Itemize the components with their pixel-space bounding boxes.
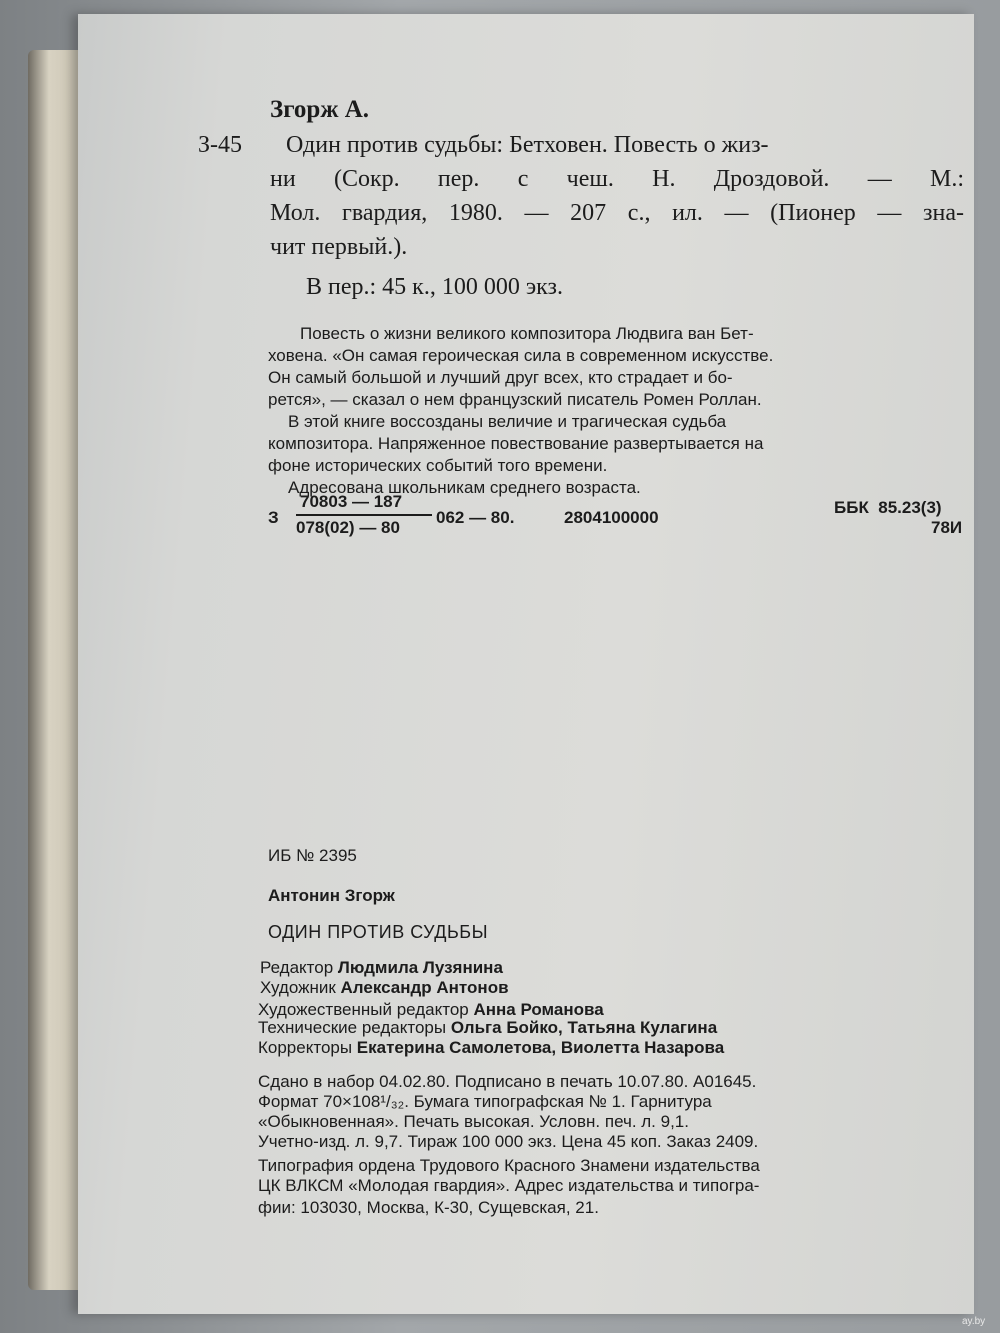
credit-art-editor <box>258 1000 604 1020</box>
credit-proofreaders-role: Корректоры <box>258 1038 357 1057</box>
imprint-ib-number: ИБ № 2395 <box>268 846 357 865</box>
imprint-author: Антонин Згорж <box>268 886 395 905</box>
annotation-line-7: фоне исторических событий того времени. <box>268 456 608 475</box>
credit-proofreaders <box>258 1038 724 1058</box>
code-fraction-bar <box>296 514 432 516</box>
annotation-line-3: Он самый большой и лучший друг всех, кто страдает и бо- <box>268 368 733 387</box>
annotation-line-8: Адресована школьникам среднего возраста. <box>288 478 641 497</box>
credit-art-editor-name: Анна Романова <box>473 1000 604 1019</box>
code-denominator: 078(02) — 80 <box>296 518 400 537</box>
production-line-1: Сдано в набор 04.02.80. Подписано в печать 10.07.80. А01645. <box>258 1072 757 1091</box>
code-number: 2804100000 <box>564 508 659 527</box>
printer-line-2: ЦК ВЛКСМ «Молодая гвардия». Адрес издательства и типогра- <box>258 1176 760 1195</box>
credit-art-editor-role: Художественный редактор <box>258 1000 474 1019</box>
production-line-3: «Обыкновенная». Печать высокая. Условн. печ. л. 9,1. <box>258 1112 689 1131</box>
production-line-2: Формат 70×108¹/₃₂. Бумага типографская № 1. Гарнитура <box>258 1092 712 1111</box>
credit-editor-role: Редактор <box>260 958 338 977</box>
card-line-4: чит первый.). <box>270 234 408 260</box>
code-bbk: ББК 85.23(3) <box>834 498 942 517</box>
credit-proofreaders-name: Екатерина Самолетова, Виолетта Назарова <box>356 1038 725 1057</box>
credit-tech-editors-role: Технические редакторы <box>258 1018 451 1037</box>
printer-line-3: фии: 103030, Москва, К-30, Сущевская, 21. <box>258 1198 599 1217</box>
code-suffix: 062 — 80. <box>436 508 515 527</box>
card-line-2: ни (Сокр. пер. с чеш. Н. Дроздовой. — М.: <box>270 166 964 192</box>
card-line-1 <box>286 132 964 159</box>
credit-editor-name: Людмила Лузянина <box>337 958 503 977</box>
code-numerator: 70803 — 187 <box>300 492 403 511</box>
watermark: ay.by <box>962 1316 986 1327</box>
card-index: З-45 <box>198 132 243 158</box>
imprint-title: ОДИН ПРОТИВ СУДЬБЫ <box>268 922 488 942</box>
annotation-line-2: ховена. «Он самая героическая сила в современном искусстве. <box>268 346 774 365</box>
credit-artist-name: Александр Антонов <box>340 978 509 997</box>
annotation-line-5: В этой книге воссозданы величие и трагическая судьба <box>288 412 727 431</box>
card-price-line: В пер.: 45 к., 100 000 экз. <box>306 274 563 300</box>
production-line-4: Учетно-изд. л. 9,7. Тираж 100 000 экз. Цена 45 коп. Заказ 2409. <box>258 1132 759 1151</box>
code-prefix: З <box>268 508 279 527</box>
card-line-3: Мол. гвардия, 1980. — 207 с., ил. — (Пионер — зна- <box>270 200 964 226</box>
credit-tech-editors-name: Ольга Бойко, Татьяна Кулагина <box>450 1018 718 1037</box>
annotation-line-4: рется», — сказал о нем французский писатель Ромен Роллан. <box>268 390 762 409</box>
credit-artist-role: Художник <box>260 978 341 997</box>
annotation-line-1: Повесть о жизни великого композитора Людвига ван Бет- <box>300 324 754 343</box>
book-page <box>78 14 974 1314</box>
printer-line-1: Типография ордена Трудового Красного Знамени издательства <box>258 1156 760 1175</box>
credit-editor <box>260 958 503 978</box>
code-bbk-secondary: 78И <box>931 518 963 537</box>
card-author: Згорж А. <box>270 96 370 123</box>
credit-tech-editors <box>258 1018 717 1038</box>
credit-artist <box>260 978 509 998</box>
annotation-line-6: композитора. Напряженное повествование развертывается на <box>268 434 764 453</box>
card-line-1-text: Один против судьбы: Бетховен. Повесть о жиз- <box>286 132 769 158</box>
